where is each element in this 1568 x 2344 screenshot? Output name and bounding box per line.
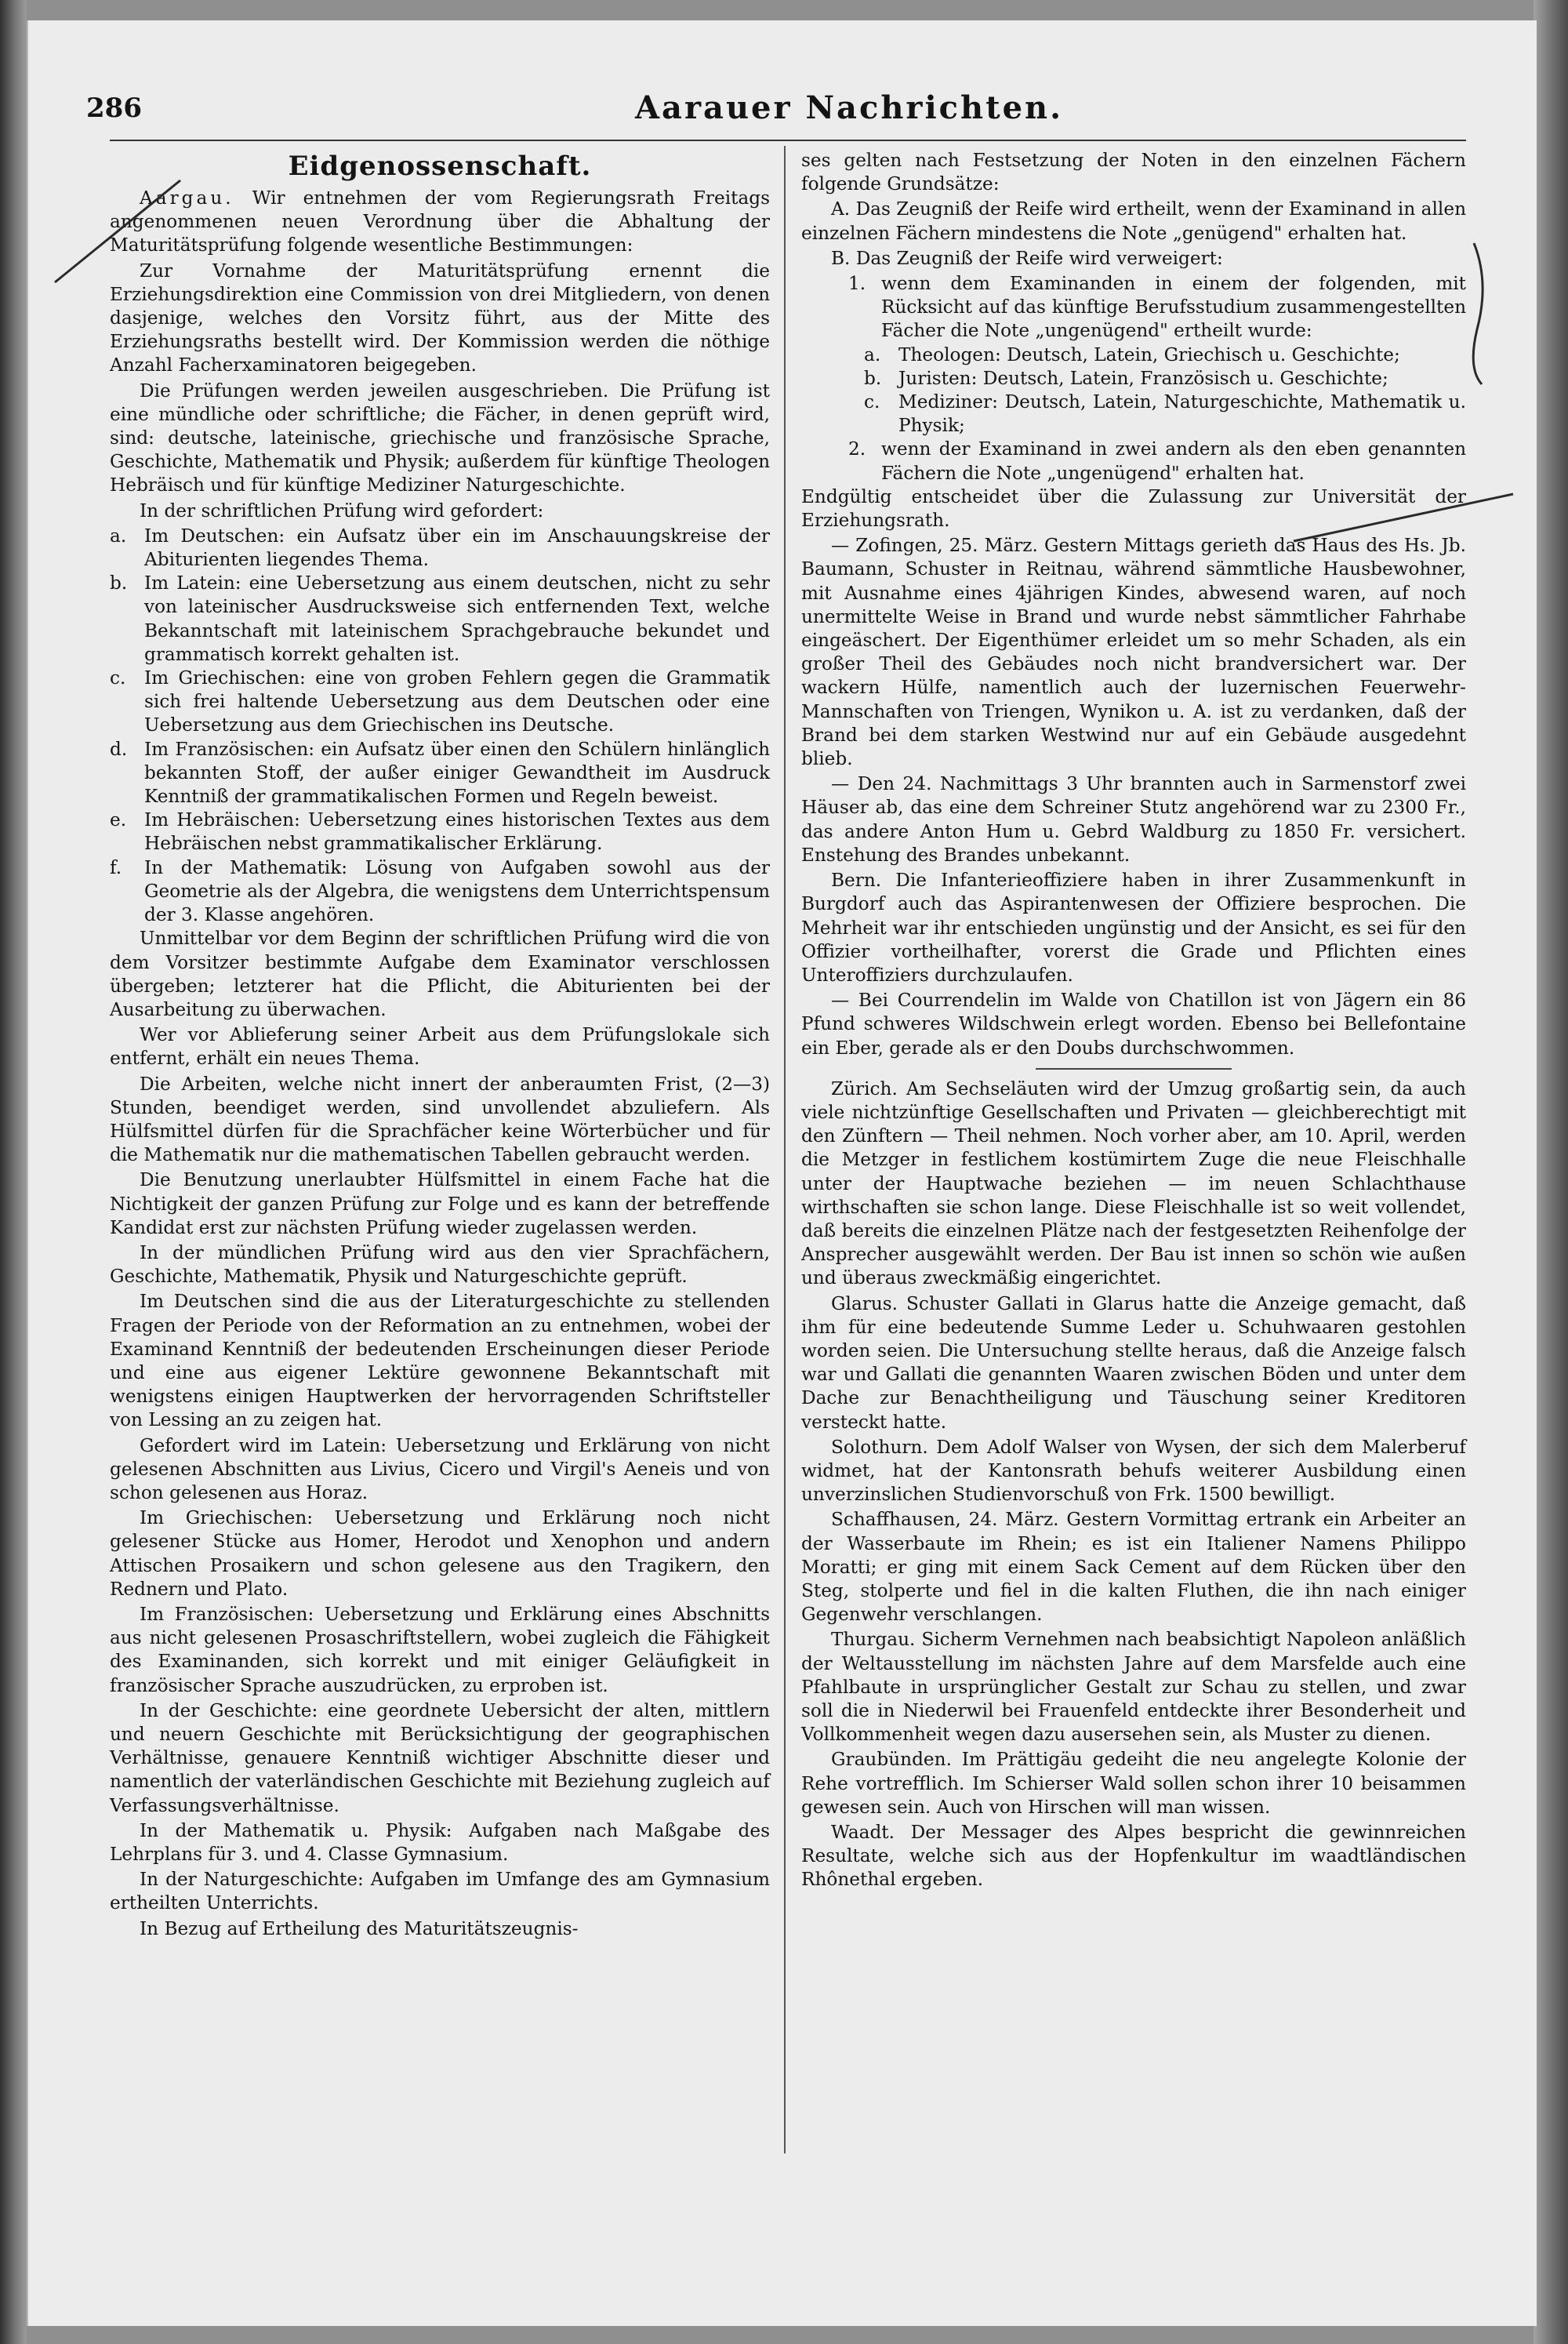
- paragraph: Unmittelbar vor dem Beginn der schriftlichen Prüfung wird die von dem Vorsitzer bestimmte Aufgabe dem Examinator verschlossen übergeben; letzterer hat die Pflicht, die Abiturienten bei der Ausarbeitung zu überwachen.: [110, 928, 770, 1020]
- list-item: 2. wenn der Examinand in zwei andern als den eben genannten Fächern die Note „ungenügend" erhalten hat.: [848, 438, 1466, 484]
- article-courrendelin: — Bei Courrendelin im Walde von Chatillon ist von Jägern ein 86 Pfund schweres Wildschwein erlegt worden. Ebenso bei Bellefontaine ein Eber, gerade als er den Doubs durchschwommen.: [801, 990, 1466, 1059]
- list-item: f. In der Mathematik: Lösung von Aufgaben sowohl aus der Geometrie als der Algebra, die wenigstens dem Unterrichtspensum der 3. Klasse angehören.: [110, 856, 770, 926]
- list-item: a. Im Deutschen: ein Aufsatz über ein im Anschauungskreise der Abiturienten liegendes Thema.: [110, 525, 770, 571]
- list-item: b. Im Latein: eine Uebersetzung aus einem deutschen, nicht zu sehr von lateinischer Ausdrucksweise sich entfernenden Text, welche Bekanntschaft mit lateinischem Sprachgebrauche bekundet und grammatisch korrekt gehalten ist.: [110, 572, 770, 665]
- page-number: 286: [86, 93, 142, 124]
- paragraph: Die Benutzung unerlaubter Hülfsmittel in einem Fache hat die Nichtigkeit der ganzen Prüfung zur Folge und es kann der betreffende Kandidat erst zur nächsten Prüfung wieder zugelassen werden.: [110, 1169, 770, 1238]
- list-item: c. Mediziner: Deutsch, Latein, Naturgeschichte, Mathematik u. Physik;: [864, 391, 1466, 437]
- article-schaffhausen: Schaffhausen, 24. März. Gestern Vormittag ertrank ein Arbeiter an der Wasserbaute im Rhein; es ist ein Italiener Namens Philippo Moratti; er ging mit einem Sack Cement auf dem Rücken über den Steg, stolperte und fiel in die kalten Fluthen, die ihn nach einiger Gegenwehr verschlangen.: [801, 1509, 1466, 1626]
- paragraph: B. Das Zeugniß der Reife wird verweigert:: [831, 247, 1223, 269]
- article-solothurn: Solothurn. Dem Adolf Walser von Wysen, der sich dem Malerberuf widmet, hat der Kantonsrath behufs weiterer Ausbildung einen unverzinslichen Studienvorschuß von Frk. 1500 bewilligt.: [801, 1436, 1466, 1506]
- section-rule: [1036, 1068, 1232, 1070]
- article-waadt: Waadt. Der Messager des Alpes bespricht die gewinnreichen Resultate, welche sich aus der Hopfenkultur im waadtländischen Rhônethal ergeben.: [801, 1822, 1466, 1891]
- header-rule: [110, 140, 1466, 141]
- column-divider: [784, 146, 786, 2153]
- paragraph: Im Französischen: Uebersetzung und Erklärung eines Abschnitts aus nicht gelesenen Prosaschriftstellern, wobei zugleich die Fähigkeit des Examinanden, sich korrekt und mit einiger Geläufigkeit in französischer Sprache auszudrücken, zu erproben ist.: [110, 1603, 770, 1696]
- paragraph: In der Naturgeschichte: Aufgaben im Umfange des am Gymnasium ertheilten Unterrichts.: [110, 1869, 770, 1914]
- page-header: [86, 78, 1466, 133]
- left-column: [110, 149, 770, 1942]
- paragraph: Gefordert wird im Latein: Uebersetzung und Erklärung von nicht gelesenen Abschnitten aus Livius, Cicero und Virgil's Aeneis und von schon gelesenen aus Horaz.: [110, 1434, 770, 1503]
- paragraph: A. Das Zeugniß der Reife wird ertheilt, wenn der Examinand in allen einzelnen Fächern mindestens die Note „genügend" erhalten hat.: [801, 198, 1466, 244]
- list-item: a. Theologen: Deutsch, Latein, Griechisch u. Geschichte;: [864, 343, 1400, 365]
- paragraph: In der mündlichen Prüfung wird aus den vier Sprachfächern, Geschichte, Mathematik, Physik und Naturgeschichte geprüft.: [110, 1241, 770, 1288]
- paragraph: In der schriftlichen Prüfung wird gefordert:: [140, 500, 544, 521]
- list-item: b. Juristen: Deutsch, Latein, Französisch u. Geschichte;: [864, 367, 1388, 389]
- paragraph: Die Arbeiten, welche nicht innert der anberaumten Frist, (2—3) Stunden, beendiget werden, sind unvollendet abzuliefern. Als Hülfsmittel dürfen für die Sprachfächer keine Wörterbücher und für die Mathematik nur die mathematischen Tabellen gebraucht werden.: [110, 1073, 770, 1166]
- paragraph: Endgültig entscheidet über die Zulassung zur Universität der Erziehungsrath.: [801, 485, 1466, 532]
- section-title: Eidgenossenschaft.: [288, 151, 592, 182]
- paragraph: In der Mathematik u. Physik: Aufgaben nach Maßgabe des Lehrplans für 3. und 4. Classe Gymnasium.: [110, 1819, 770, 1866]
- place-name: Aargau.: [140, 187, 234, 209]
- paragraph: Im Deutschen sind die aus der Literaturgeschichte zu stellenden Fragen der Periode von der Reformation an zu entnehmen, wobei der Examinand Kenntniß der bedeutenden Erscheinungen dieser Periode und eine aus eigener Lektüre gewonnene Bekanntschaft mit wenigstens einigen Hauptwerken der hervorragenden Schriftsteller von Lessing an zu zeigen hat.: [110, 1291, 770, 1431]
- page-edge-shadow: [1534, 0, 1568, 2344]
- article-sarmenstorf: — Den 24. Nachmittags 3 Uhr brannten auch in Sarmenstorf zwei Häuser ab, das eine dem Schreiner Stutz angehörend war zu 2300 Fr., das andere Anton Hum u. Gebrd Waldburg zu 1850 Fr. versichert. Enstehung des Brandes unbekannt.: [801, 773, 1466, 866]
- article-thurgau: Thurgau. Sicherm Vernehmen nach beabsichtigt Napoleon anläßlich der Weltausstellung im nächsten Jahre auf dem Marsfelde auch eine Pfahlbaute in ursprünglicher Gestalt zur Schau zu stellen, und zwar soll die in Niederwil bei Frauenfeld entdeckte ihrer Besonderheit und Vollkommenheit wegen dazu ausersehen sein, als Muster zu dienen.: [801, 1629, 1466, 1746]
- paragraph: Zur Vornahme der Maturitätsprüfung ernennt die Erziehungsdirektion eine Commission von drei Mitgliedern, von denen dasjenige, welches den Vorsitz führt, aus der Mitte des Erziehungsraths bestellt wird. Der Kommission werden die nöthige Anzahl Facherxaminatoren beigegeben.: [110, 260, 770, 376]
- list-item: d. Im Französischen: ein Aufsatz über einen den Schülern hinlänglich bekannten Stoff, der außer einiger Gewandtheit im Ausdruck Kenntniß der grammatikalischen Formen und Regeln beweist.: [110, 738, 770, 808]
- list-item: e. Im Hebräischen: Uebersetzung eines historischen Textes aus dem Hebräischen nebst grammatikalischer Erklärung.: [110, 809, 770, 855]
- paragraph: Wer vor Ablieferung seiner Arbeit aus dem Prüfungslokale sich entfernt, erhält ein neues Thema.: [110, 1024, 770, 1070]
- list-item: c. Im Griechischen: eine von groben Fehlern gegen die Grammatik sich frei haltende Uebersetzung aus dem Deutschen oder eine Uebersetzung aus dem Griechischen ins Deutsche.: [110, 667, 770, 736]
- paragraph: In Bezug auf Ertheilung des Maturitätszeugnis-: [140, 1917, 579, 1939]
- right-column: [801, 149, 1466, 1894]
- newspaper-title: Aarauer Nachrichten.: [635, 89, 1064, 126]
- article-aargau-intro: Aargau. Wir entnehmen der vom Regierungsrath Freitags angenommenen neuen Verordnung über die Abhaltung der Maturitätsprüfung folgende wesentliche Bestimmungen:: [110, 187, 770, 256]
- paragraph: In der Geschichte: eine geordnete Uebersicht der alten, mittlern und neuern Geschichte mit Berücksichtigung der geographischen Verhältnisse, genauere Kenntniß wichtiger Abschnitte dieser und namentlich der vaterländischen Geschichte mit Beziehung zugleich auf Verfassungsverhältnisse.: [110, 1699, 770, 1816]
- article-zofingen: — Zofingen, 25. März. Gestern Mittags gerieth das Haus des Hs. Jb. Baumann, Schuster in Reitnau, während sämmtliche Hausbewohner, mit Ausnahme eines 4jährigen Kindes, abwesend waren, auf noch unermittelte Weise in Brand und wurde nebst sämmtlicher Fahrhabe eingeäschert. Der Eigenthümer erleidet um so mehr Schaden, als ein großer Theil des Gebäudes noch nicht brandversichert war. Der wackern Hülfe, namentlich auch der luzernischen Feuerwehr-Mannschaften von Triengen, Wynikon u. A. ist zu verdanken, daß der Brand bei dem starken Westwind nur auf ein Gebäude ausgedehnt blieb.: [801, 535, 1466, 770]
- article-graubuenden: Graubünden. Im Prättigäu gedeiht die neu angelegte Kolonie der Rehe vortrefflich. Im Schierser Wald sollen schon ihrer 10 beisammen gewesen sein. Auch von Hirschen will man wissen.: [801, 1749, 1466, 1818]
- article-zuerich: Zürich. Am Sechseläuten wird der Umzug großartig sein, da auch viele nichtzünftige Gesellschaften und Privaten — gleichberechtigt mit den Zünftern — Theil nehmen. Noch vorher aber, am 10. April, werden die Metzger in festlichem kostümirtem Zuge die neue Fleischhalle unter der Hauptwache beziehen — im neuen Schlachthause wirthschaften sie schon lange. Diese Fleischhalle ist so weit vollendet, daß bereits die einzelnen Plätze nach der festgesetzten Reihenfolge der Ansprecher ausgewählt werden. Der Bau ist innen so schön wie außen und überaus zweckmäßig eingerichtet.: [801, 1078, 1466, 1289]
- article-glarus: Glarus. Schuster Gallati in Glarus hatte die Anzeige gemacht, daß ihm für eine bedeutende Summe Leder u. Schuhwaaren gestohlen worden seien. Die Untersuchung stellte heraus, daß die Anzeige falsch war und Gallati die genannten Waaren zwischen Böden und unter dem Dache zur Benachtheiligung und Täuschung seiner Kreditoren versteckt hatte.: [801, 1292, 1466, 1433]
- list-item: 1. wenn dem Examinanden in einem der folgenden, mit Rücksicht auf das künftige Berufsstudium zusammengestellten Fächer die Note „ungenügend" ertheilt wurde:: [848, 273, 1466, 342]
- paragraph: Im Griechischen: Uebersetzung und Erklärung noch nicht gelesener Stücke aus Homer, Herodot und Xenophon und andern Attischen Prosaikern und schon gelesene aus den Tragikern, den Rednern und Plato.: [110, 1507, 770, 1600]
- article-bern: Bern. Die Infanterieoffiziere haben in ihrer Zusammenkunft in Burgdorf auch das Aspirantenwesen der Offiziere besprochen. Die Mehrheit war ihr entschieden ungünstig und der Ansicht, es sei für den Offizier vortheilhafter, vorerst die Grade und Pflichten eines Unteroffiziers durchzulaufen.: [801, 870, 1466, 986]
- paragraph: Die Prüfungen werden jeweilen ausgeschrieben. Die Prüfung ist eine mündliche oder schriftliche; die Fächer, in denen geprüft wird, sind: deutsche, lateinische, griechische und französische Sprache, Geschichte, Mathematik und Physik; außerdem für künftige Theologen Hebräisch und für künftige Mediziner Naturgeschichte.: [110, 380, 770, 496]
- page-gutter-shadow: [0, 0, 27, 2344]
- paragraph: ses gelten nach Festsetzung der Noten in den einzelnen Fächern folgende Grundsätze:: [801, 150, 1466, 195]
